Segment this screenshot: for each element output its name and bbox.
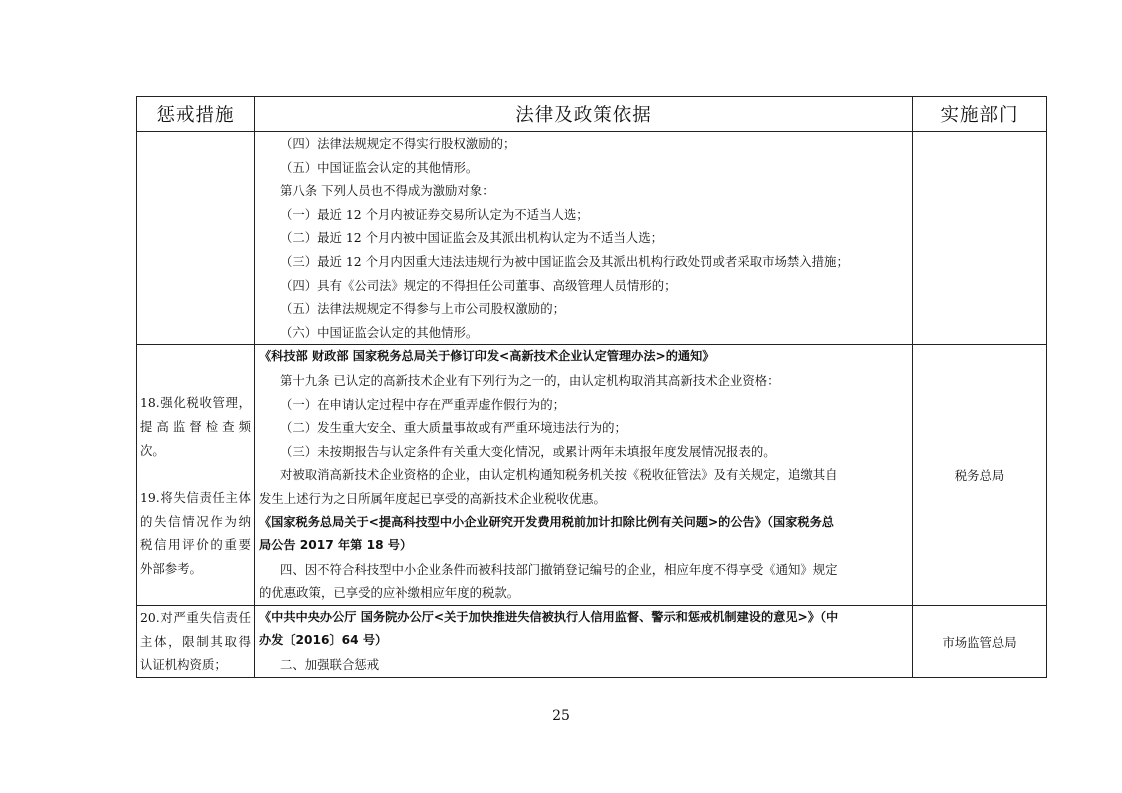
- measure-cell: [137, 132, 255, 345]
- measure-cell: [137, 605, 255, 677]
- basis-line: 第十九条 已认定的高新技术企业有下列行为之一的，由认定机构取消其高新技术企业资格：: [280, 372, 780, 388]
- measure-20: 20.对严重失信责任主体，限制其取得认证机构资质；: [140, 609, 251, 673]
- dept-cell: 税务总局: [913, 345, 1047, 606]
- basis-line: （二）发生重大安全、重大质量事故或有严重环境违法行为的；: [280, 420, 627, 436]
- basis-line: 对被取消高新技术企业资格的企业，由认定机构通知税务机关按《税收征管法》及有关规定，追缴其自: [280, 467, 838, 483]
- basis-cell: [255, 132, 913, 345]
- basis-line: （三）最近 12 个月内因重大违法违规行为被中国证监会及其派出机构行政处罚或者采取市场禁入措施；: [280, 253, 849, 269]
- page-number: 25: [552, 708, 570, 724]
- basis-cell: [255, 605, 913, 677]
- basis-line: 的优惠政策，已享受的应补缴相应年度的税款。: [259, 585, 520, 601]
- basis-line: （四）具有《公司法》规定的不得担任公司董事、高级管理人员情形的；: [280, 277, 677, 293]
- policy-title: 《国家税务总局关于<提高科技型中小企业研究开发费用税前加计扣除比例有关问题>的公告》（国家税务总: [259, 514, 834, 529]
- header-row: [137, 97, 1047, 132]
- header-basis: 法律及政策依据: [255, 97, 913, 132]
- table-row: [137, 605, 1047, 677]
- dept-cell: [913, 132, 1047, 345]
- basis-line: （六）中国证监会认定的其他情形。: [280, 324, 479, 340]
- dept-cell: 市场监管总局: [913, 605, 1047, 677]
- basis-line: 发生上述行为之日所属年度起已享受的高新技术企业税收优惠。: [259, 490, 606, 506]
- basis-line: （五）法律法规规定不得参与上市公司股权激励的；: [280, 301, 565, 317]
- basis-line: 四、因不符合科技型中小企业条件而被科技部门撤销登记编号的企业，相应年度不得享受《通知》规定: [280, 561, 838, 577]
- table-row: [137, 345, 1047, 606]
- basis-line: （一）最近 12 个月内被证券交易所认定为不适当人选；: [280, 206, 589, 222]
- measure-18: 18.强化税收管理，提高监督检查频次。: [140, 395, 251, 458]
- basis-line: （三）未按期报告与认定条件有关重大变化情况，或累计两年未填报年度发展情况报表的。: [280, 443, 776, 459]
- basis-line: 二、加强联合惩戒: [280, 657, 380, 673]
- policy-title: 局公告 2017 年第 18 号）: [259, 538, 413, 553]
- header-measure: 惩戒措施: [137, 97, 255, 132]
- basis-line: 第八条 下列人员也不得成为激励对象：: [280, 183, 495, 199]
- measure-19: 19.将失信责任主体的失信情况作为纳税信用评价的重要外部参考。: [140, 489, 251, 577]
- header-dept: 实施部门: [913, 97, 1047, 132]
- measure-cell: [137, 345, 255, 606]
- basis-line: （二）最近 12 个月内被中国证监会及其派出机构认定为不适当人选；: [280, 230, 663, 246]
- basis-cell: [255, 345, 913, 606]
- policy-title: 《科技部 财政部 国家税务总局关于修订印发<高新技术企业认定管理办法>的通知》: [259, 349, 715, 364]
- policy-title: 《中共中央办公厅 国务院办公厅<关于加快推进失信被执行人信用监督、警示和惩戒机制建设的意见>》（中: [259, 609, 839, 624]
- table-row: [137, 132, 1047, 345]
- basis-line: （一）在申请认定过程中存在严重弄虚作假行为的；: [280, 396, 565, 412]
- basis-line: （五）中国证监会认定的其他情形。: [280, 159, 479, 175]
- policy-title: 办发〔2016〕64 号）: [259, 633, 388, 648]
- basis-line: （四）法律法规规定不得实行股权激励的；: [280, 136, 516, 151]
- measures-table: [136, 96, 1047, 678]
